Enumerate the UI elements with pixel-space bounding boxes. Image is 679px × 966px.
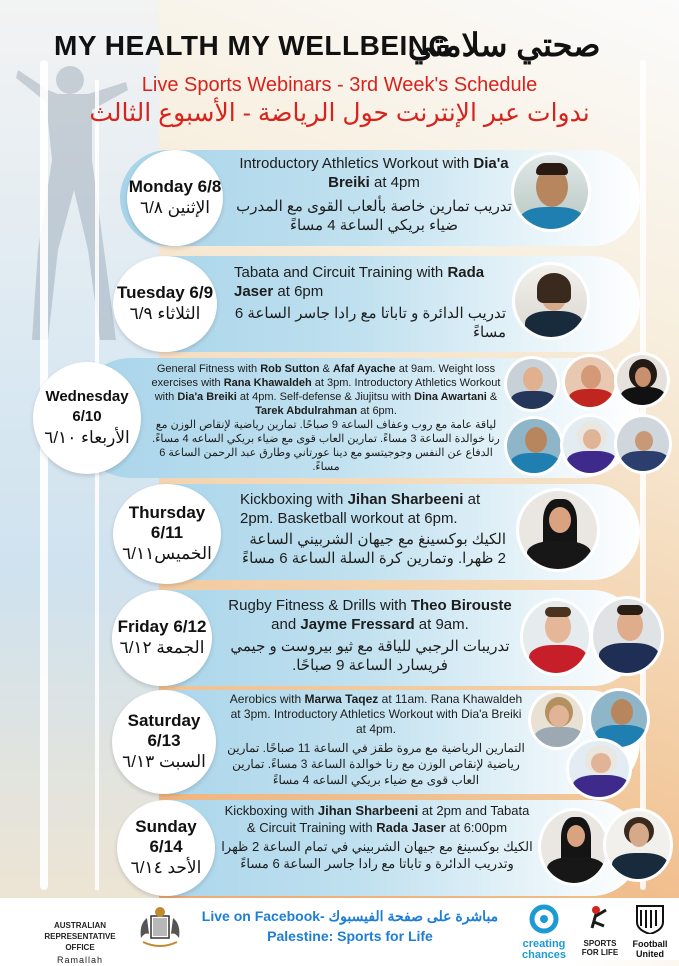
instructor-photo: [504, 416, 564, 476]
day-text-friday: Rugby Fitness & Drills with Theo Birouste and Jayme Fressard at 9am. تدريبات الرجبي للياقة مع ثيو بيروست و جيمي فريسارد الساعة 9 صباحًا.: [228, 597, 512, 674]
day-label-ar: السبت ٦/١٣: [122, 752, 206, 771]
day-circle-wednesday: [33, 362, 141, 474]
office-name: AUSTRALIAN REPRESENTATIVE OFFICE Ramallah: [44, 921, 116, 965]
day-label-en: Saturday 6/13: [127, 711, 201, 750]
day-label-ar: الأحد ٦/١٤: [130, 858, 202, 877]
instructor-photo: [560, 414, 620, 476]
day-text-thursday: Kickboxing with Jihan Sharbeeni at 2pm. Basketball workout at 6pm. الكيك بوكسينغ مع جيهان الشربيني الساعة 2 ظهرا. وتمارين كرة السلة الساعة 6 مساءً: [240, 491, 506, 567]
day-text-monday: Introductory Athletics Workout with Dia'a Breiki at 4pm تدريب تمارين خاصة بألعاب القوى مع المدرب ضياء بريكي الساعة 4 مساءً: [236, 155, 512, 234]
coat-of-arms-icon: [133, 904, 187, 954]
day-circle-sunday: [117, 800, 215, 896]
decor-rail-right: [640, 60, 646, 890]
instructor-photo: [590, 596, 664, 676]
subtitle-arabic: ندوات عبر الإنترنت حول الرياضة - الأسبوع الثالث: [89, 99, 590, 127]
instructor-photo: [511, 152, 591, 232]
title-english: MY HEALTH MY WELLBEING: [54, 30, 451, 61]
sports-for-life-logo: SPORTS FOR LIFE: [580, 904, 620, 956]
day-label-en: Friday 6/12: [117, 617, 207, 636]
sports-for-life-icon: [580, 904, 620, 934]
facebook-live-line[interactable]: Live on Facebook- مباشرة على صفحة الفيسبوك: [201, 908, 499, 924]
facebook-page-name[interactable]: Palestine: Sports for Life: [267, 928, 433, 944]
day-text-tuesday: Tabata and Circuit Training with Rada Jaser at 6pm تدريب الدائرة و تاباتا مع رادا جاسر الساعة 6 مساءً: [234, 264, 506, 341]
instructor-photo: [504, 356, 560, 412]
day-label-ar: الثلاثاء ٦/٩: [129, 304, 201, 323]
instructor-photo: [614, 352, 670, 408]
instructor-photo: [516, 488, 600, 572]
day-label-en: Sunday 6/14: [135, 817, 197, 856]
instructor-photo: [566, 738, 632, 800]
football-united-shield-icon: [627, 904, 673, 934]
instructor-photo: [603, 808, 673, 882]
decor-rail-left: [40, 60, 48, 890]
day-text-saturday: Aerobics with Marwa Taqez at 11am. Rana Khawaldeh at 3pm. Introductory Athletics Workout with Dia'a Breiki at 4pm. التمارين الرياضية مع مروة طقز في الساعة 11 صباحًا. تمارين رياضية لإنقاص الوزن مع رنا خوالدة الساعة 3 مساءً. تمارين العاب قوى مع ضياء بريكي الساعه 4 مساءً: [227, 692, 525, 787]
day-label-en: Wednesday 6/10: [45, 388, 129, 425]
day-circle-friday: [112, 590, 212, 686]
football-united-logo: Football United: [627, 904, 673, 956]
instructor-photo: [520, 598, 592, 676]
instructor-photo: [562, 354, 618, 410]
instructor-photo: [614, 414, 672, 474]
day-circle-monday: [127, 150, 223, 246]
day-label-ar: الإثنين ٦/٨: [139, 198, 211, 217]
footer: [0, 898, 679, 965]
day-label-ar: الأربعاء ٦/١٠: [44, 428, 130, 447]
day-label-en: Tuesday 6/9: [116, 283, 214, 302]
creating-chances-icon: [516, 904, 572, 934]
day-label-ar: الجمعة ٦/١٢: [119, 638, 205, 657]
title-arabic: صحتي سلامتي: [408, 27, 601, 63]
day-circle-tuesday: [113, 256, 217, 352]
day-label-en: Thursday 6/11: [128, 503, 206, 542]
decor-rail-mid: [95, 80, 99, 890]
subtitle-english: Live Sports Webinars - 3rd Week's Schedule: [141, 74, 538, 96]
day-text-wednesday: General Fitness with Rob Sutton & Afaf Ayache at 9am. Weight loss exercises with Rana Khawaldeh at 3pm. Introductory Athletics Workout with Dia'a Breiki at 4pm. Self-defense & Jiujitsu with Dina Awartani & Tarek Abdulrahman at 6pm. لياقة عامة مع روب وعفاف الساعة 9 صباحًا. تمارين رياضية لإنقاص الوزن مع رنا خوالدة الساعة 3 مساءً. تمارين العاب قوى مع ضياء بريكي الساعه 4 مساءً. الدفاع عن النفس وجوجيتسو مع دينا عورتاني وطارق عبد الرحمن الساعة 6 مساءً.: [151, 363, 501, 473]
instructor-photo: [512, 262, 590, 340]
creating-chances-logo: creating chances: [516, 904, 572, 956]
title-row: [0, 28, 679, 68]
day-circle-saturday: [112, 690, 216, 794]
day-label-ar: الخميس٦/١١: [122, 544, 212, 563]
day-text-sunday: Kickboxing with Jihan Sharbeeni at 2pm and Tabata & Circuit Training with Rada Jaser at 6:00pm الكيك بوكسينغ مع جيهان الشربيني في تمام الساعة 2 ظهرا وتدريب الدائرة و تاباتا مع رادا جاسر الساعة 6 مساءً: [221, 803, 533, 871]
day-label-en: Monday 6/8: [128, 177, 222, 196]
day-circle-thursday: [113, 484, 221, 584]
instructor-photo: [538, 808, 610, 886]
